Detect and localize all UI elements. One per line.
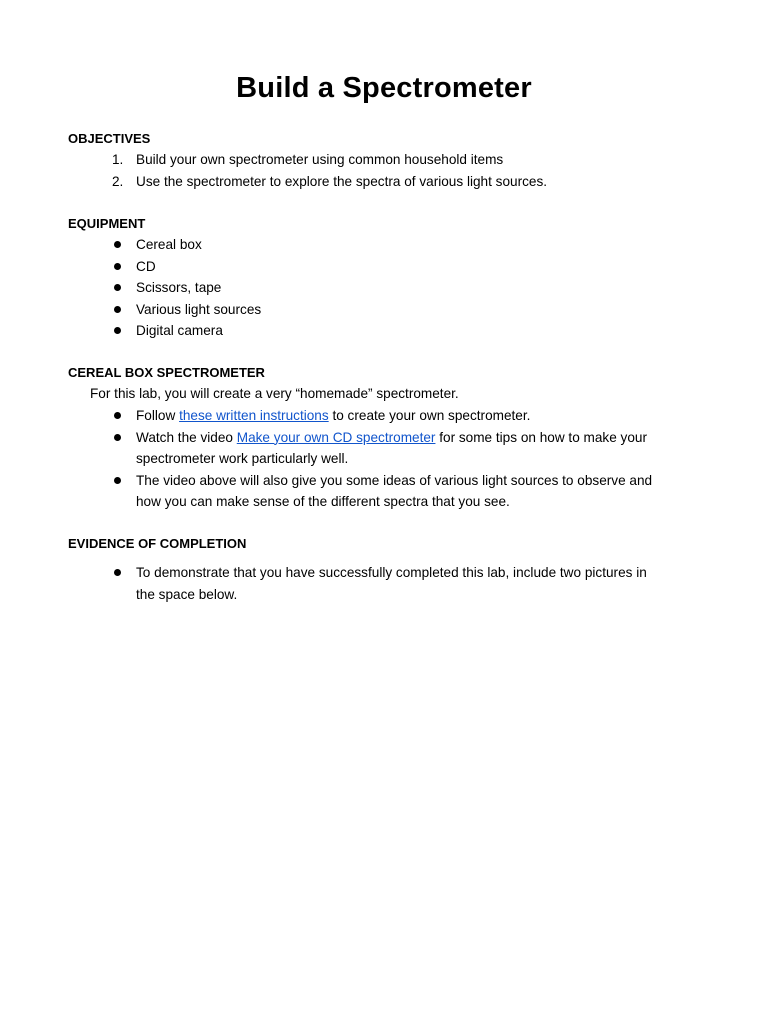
equipment-item bbox=[0, 299, 656, 321]
instruction-text: how you can make sense of the different spectra that you see. bbox=[136, 494, 510, 509]
equipment-item bbox=[0, 277, 656, 299]
evidence-item bbox=[0, 562, 656, 605]
cereal-box-intro: For this lab, you will create a very “homemade” spectrometer. bbox=[90, 386, 459, 401]
bullet-icon bbox=[114, 477, 121, 484]
list-number: 1. bbox=[112, 152, 124, 167]
equipment-text: Various light sources bbox=[136, 301, 262, 317]
bullet-icon bbox=[114, 284, 121, 291]
list-number: 2. bbox=[112, 173, 124, 189]
objective-item bbox=[0, 171, 656, 193]
equipment-text: Scissors, tape bbox=[136, 280, 222, 295]
evidence-list bbox=[0, 562, 656, 605]
evidence-text: To demonstrate that you have successfully completed this lab, include two pictures in bbox=[136, 565, 647, 580]
bullet-icon bbox=[114, 306, 121, 313]
equipment-item bbox=[0, 256, 656, 278]
equipment-heading: EQUIPMENT bbox=[68, 216, 146, 231]
objectives-heading: OBJECTIVES bbox=[68, 131, 151, 146]
instruction-item bbox=[0, 405, 656, 427]
equipment-text: Cereal box bbox=[136, 237, 202, 252]
equipment-item bbox=[0, 320, 656, 342]
evidence-heading: EVIDENCE OF COMPLETION bbox=[68, 536, 247, 551]
cd-spectrometer-video-link[interactable]: Make your own CD spectrometer bbox=[236, 429, 436, 445]
instruction-item bbox=[0, 427, 656, 470]
objectives-list bbox=[0, 149, 656, 192]
bullet-icon bbox=[114, 241, 121, 248]
instruction-item bbox=[0, 470, 656, 513]
instruction-text: Watch the video bbox=[136, 429, 237, 445]
instruction-text: for some tips on how to make your bbox=[435, 429, 648, 445]
objective-text: Use the spectrometer to explore the spectra of various light sources. bbox=[136, 173, 548, 189]
equipment-text: CD bbox=[136, 258, 156, 274]
instruction-text: Follow bbox=[136, 408, 180, 423]
instruction-text: The video above will also give you some ideas of various light sources to observe and bbox=[136, 472, 653, 488]
bullet-icon bbox=[114, 327, 121, 334]
cereal-box-list bbox=[0, 405, 656, 513]
page-title: Build a Spectrometer bbox=[236, 72, 532, 104]
objective-item bbox=[0, 149, 656, 171]
equipment-list bbox=[0, 234, 656, 342]
equipment-text: Digital camera bbox=[136, 323, 223, 338]
written-instructions-link[interactable]: these written instructions bbox=[179, 408, 329, 423]
bullet-icon bbox=[114, 412, 121, 419]
objective-text: Build your own spectrometer using common household items bbox=[136, 152, 504, 167]
bullet-icon bbox=[114, 569, 121, 576]
bullet-icon bbox=[114, 263, 121, 270]
instruction-text: to create your own spectrometer. bbox=[328, 408, 531, 423]
instruction-text: spectrometer work particularly well. bbox=[136, 451, 349, 466]
equipment-item bbox=[0, 234, 656, 256]
evidence-text: the space below. bbox=[136, 586, 238, 602]
bullet-icon bbox=[114, 434, 121, 441]
cereal-box-heading: CEREAL BOX SPECTROMETER bbox=[68, 365, 265, 380]
